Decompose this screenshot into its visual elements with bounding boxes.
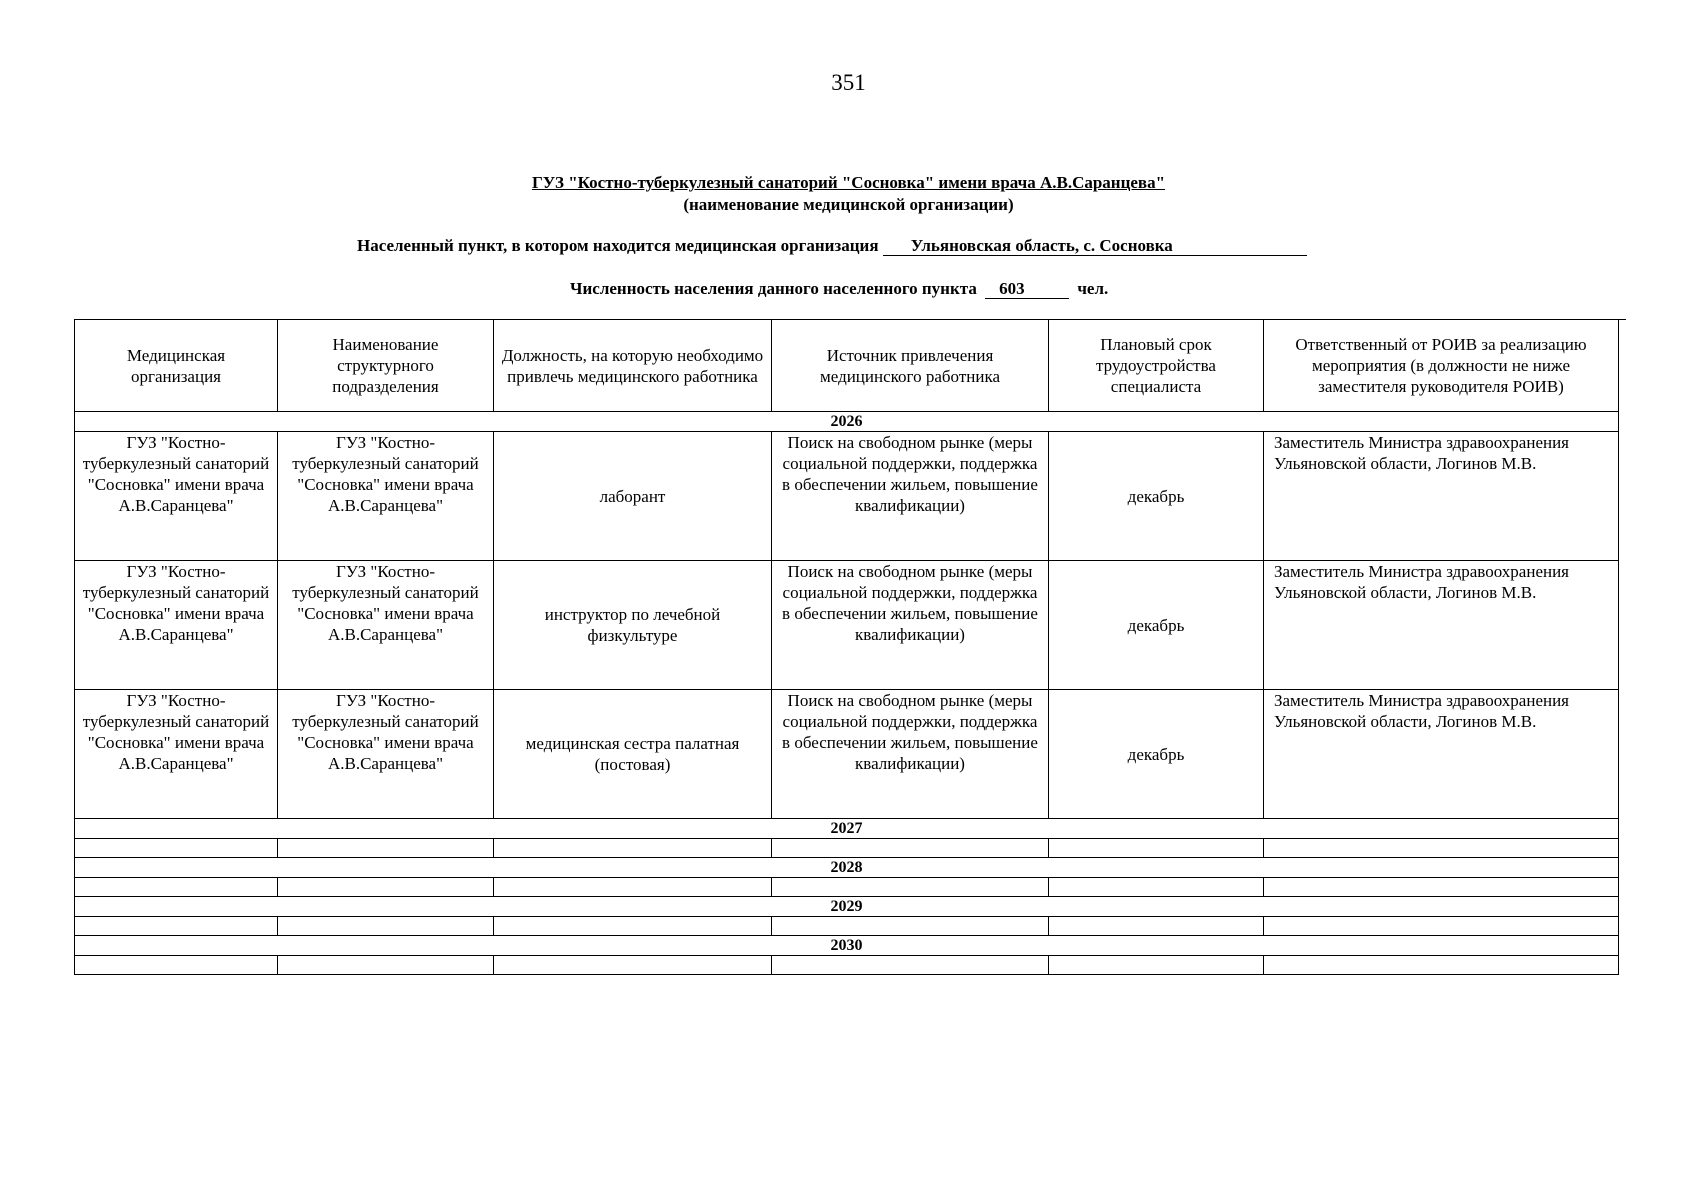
header-organization: Медицинская организация: [75, 320, 278, 412]
empty-cell: [1264, 956, 1619, 975]
cell-deadline: декабрь: [1049, 561, 1264, 690]
empty-cell: [772, 917, 1049, 936]
empty-cell: [1049, 878, 1264, 897]
year-label: 2028: [75, 858, 1619, 878]
empty-cell: [75, 917, 278, 936]
year-row: [75, 936, 1619, 956]
empty-row: [75, 878, 1619, 897]
empty-cell: [1264, 878, 1619, 897]
empty-cell: [1049, 839, 1264, 858]
empty-cell: [75, 878, 278, 897]
cell-organization: ГУЗ "Костно-туберкулезный санаторий "Сосновка" имени врача А.В.Саранцева": [75, 690, 278, 819]
year-label: 2026: [75, 412, 1619, 432]
table-header-row: [75, 320, 1619, 412]
empty-cell: [75, 839, 278, 858]
cell-responsible: Заместитель Министра здравоохранения Ульяновской области, Логинов М.В.: [1264, 561, 1619, 690]
year-row: [75, 897, 1619, 917]
empty-cell: [278, 956, 494, 975]
cell-source: Поиск на свободном рынке (меры социальной поддержки, поддержка в обеспечении жильем, повышение квалификации): [772, 432, 1049, 561]
table-row: [75, 432, 1619, 561]
cell-deadline: декабрь: [1049, 432, 1264, 561]
empty-cell: [772, 878, 1049, 897]
organization-name: ГУЗ "Костно-туберкулезный санаторий "Сосновка" имени врача А.В.Саранцева": [531, 173, 1166, 192]
header-source: Источник привлечения медицинского работника: [772, 320, 1049, 412]
cell-position: инструктор по лечебной физкультуре: [494, 561, 772, 690]
empty-cell: [278, 917, 494, 936]
empty-cell: [772, 839, 1049, 858]
empty-cell: [278, 878, 494, 897]
population-label: Численность населения данного населенного пункта: [570, 279, 977, 298]
empty-cell: [75, 956, 278, 975]
cell-position: лаборант: [494, 432, 772, 561]
organization-caption: (наименование медицинской организации): [683, 195, 1014, 214]
cell-deadline: декабрь: [1049, 690, 1264, 819]
empty-cell: [772, 956, 1049, 975]
population-line: [570, 279, 1108, 299]
empty-row: [75, 917, 1619, 936]
organization-title: [0, 173, 1697, 193]
cell-source: Поиск на свободном рынке (меры социальной поддержки, поддержка в обеспечении жильем, повышение квалификации): [772, 561, 1049, 690]
empty-cell: [278, 839, 494, 858]
empty-cell: [494, 839, 772, 858]
locality-value: Ульяновская область, с. Сосновка: [883, 237, 1307, 256]
cell-department: ГУЗ "Костно-туберкулезный санаторий "Сосновка" имени врача А.В.Саранцева": [278, 690, 494, 819]
population-value: 603: [985, 280, 1069, 299]
cell-responsible: Заместитель Министра здравоохранения Ульяновской области, Логинов М.В.: [1264, 432, 1619, 561]
year-label: 2029: [75, 897, 1619, 917]
header-responsible: Ответственный от РОИВ за реализацию мероприятия (в должности не ниже заместителя руководителя РОИВ): [1264, 320, 1619, 412]
table-row: [75, 690, 1619, 819]
year-row: [75, 412, 1619, 432]
cell-department: ГУЗ "Костно-туберкулезный санаторий "Сосновка" имени врача А.В.Саранцева": [278, 561, 494, 690]
empty-cell: [1264, 917, 1619, 936]
empty-row: [75, 839, 1619, 858]
cell-organization: ГУЗ "Костно-туберкулезный санаторий "Сосновка" имени врача А.В.Саранцева": [75, 432, 278, 561]
year-row: [75, 858, 1619, 878]
empty-cell: [494, 956, 772, 975]
empty-cell: [1049, 917, 1264, 936]
population-unit: чел.: [1077, 279, 1109, 298]
cell-department: ГУЗ "Костно-туберкулезный санаторий "Сосновка" имени врача А.В.Саранцева": [278, 432, 494, 561]
year-label: 2030: [75, 936, 1619, 956]
cell-organization: ГУЗ "Костно-туберкулезный санаторий "Сосновка" имени врача А.В.Саранцева": [75, 561, 278, 690]
header-department: Наименование структурного подразделения: [278, 320, 494, 412]
locality-label: Населенный пункт, в котором находится медицинская организация: [357, 236, 879, 255]
cell-responsible: Заместитель Министра здравоохранения Ульяновской области, Логинов М.В.: [1264, 690, 1619, 819]
year-label: 2027: [75, 819, 1619, 839]
empty-cell: [1049, 956, 1264, 975]
empty-cell: [1264, 839, 1619, 858]
cell-position: медицинская сестра палатная (постовая): [494, 690, 772, 819]
page-number: 351: [831, 70, 866, 95]
staffing-table: [74, 319, 1619, 975]
locality-line: [357, 236, 1307, 256]
cell-source: Поиск на свободном рынке (меры социальной поддержки, поддержка в обеспечении жильем, повышение квалификации): [772, 690, 1049, 819]
empty-cell: [494, 917, 772, 936]
header-position: Должность, на которую необходимо привлечь медицинского работника: [494, 320, 772, 412]
empty-cell: [494, 878, 772, 897]
header-deadline: Плановый срок трудоустройства специалиста: [1049, 320, 1264, 412]
table-row: [75, 561, 1619, 690]
year-row: [75, 819, 1619, 839]
empty-row: [75, 956, 1619, 975]
